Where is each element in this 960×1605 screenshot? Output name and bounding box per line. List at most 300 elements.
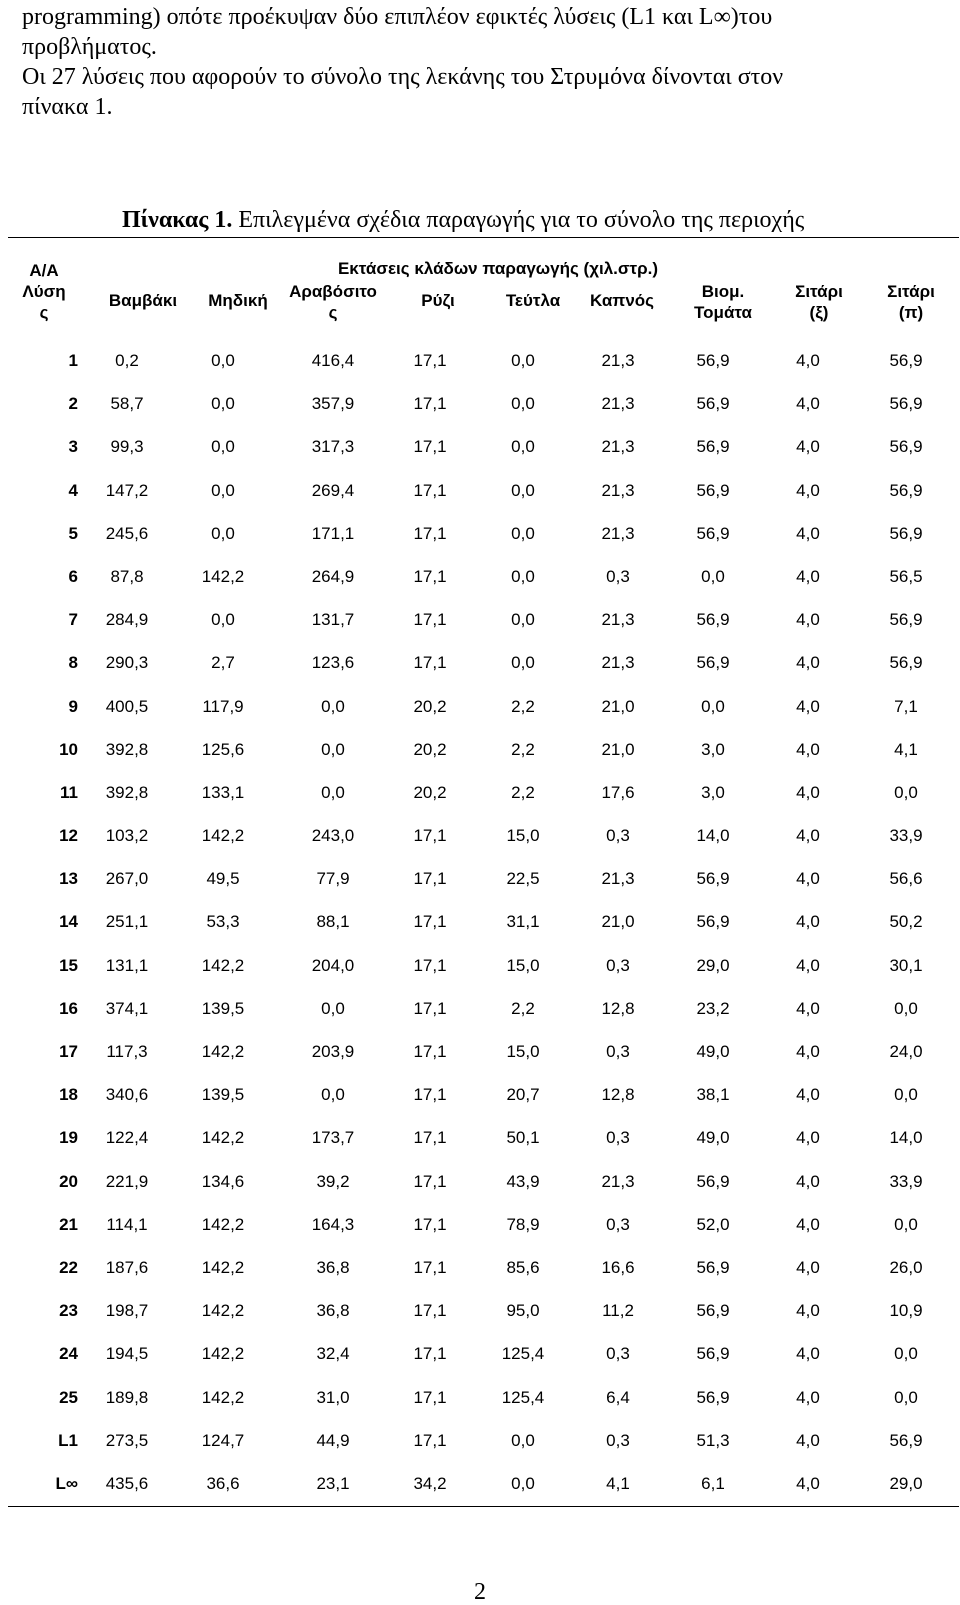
row-solution-id: 16 bbox=[59, 998, 78, 1018]
cell-alfalfa: 117,9 bbox=[202, 696, 244, 716]
cell-sugar-beet: 0,0 bbox=[511, 1430, 535, 1450]
cell-wheat-xi: 4,0 bbox=[796, 1128, 820, 1148]
cell-industrial-tomato: 56,9 bbox=[696, 610, 730, 630]
cell-tobacco: 21,3 bbox=[601, 1171, 635, 1191]
cell-maize: 32,4 bbox=[316, 1344, 350, 1364]
cell-rice: 17,1 bbox=[413, 912, 447, 932]
cell-sugar-beet: 0,0 bbox=[511, 351, 535, 370]
cell-sugar-beet: 2,2 bbox=[511, 782, 535, 802]
cell-wheat-pi: 0,0 bbox=[894, 1085, 918, 1105]
cell-tobacco: 21,0 bbox=[601, 696, 635, 716]
cell-industrial-tomato: 3,0 bbox=[701, 782, 725, 802]
header-tobacco: Καπνός bbox=[589, 291, 655, 310]
cell-maize: 0,0 bbox=[321, 782, 345, 802]
cell-alfalfa: 139,5 bbox=[201, 998, 245, 1018]
table-row bbox=[8, 770, 959, 813]
cell-rice: 17,1 bbox=[413, 523, 447, 543]
cell-maize: 203,9 bbox=[311, 1042, 355, 1061]
cell-sugar-beet: 0,0 bbox=[511, 610, 535, 630]
row-solution-id: 11 bbox=[60, 782, 78, 802]
row-solution-id: 22 bbox=[59, 1257, 78, 1277]
table-row bbox=[8, 1202, 959, 1245]
intro-line-1: programming) οπότε προέκυψαν δύο επιπλέον εφικτές λύσεις (L1 και L∞)του bbox=[22, 4, 773, 30]
cell-wheat-xi: 4,0 bbox=[796, 696, 820, 716]
cell-tobacco: 12,8 bbox=[601, 1085, 635, 1105]
table-row bbox=[8, 554, 959, 597]
row-solution-id: 4 bbox=[68, 480, 78, 500]
cell-sugar-beet: 125,4 bbox=[501, 1344, 545, 1364]
cell-cotton: 392,8 bbox=[105, 782, 149, 802]
cell-maize: 123,6 bbox=[311, 653, 355, 673]
cell-cotton: 245,6 bbox=[105, 523, 149, 543]
table-row bbox=[8, 381, 959, 424]
cell-wheat-xi: 4,0 bbox=[796, 523, 820, 543]
cell-wheat-pi: 24,0 bbox=[889, 1042, 923, 1061]
cell-wheat-xi: 4,0 bbox=[796, 998, 820, 1018]
cell-alfalfa: 0,0 bbox=[211, 523, 235, 543]
cell-industrial-tomato: 49,0 bbox=[696, 1128, 730, 1148]
cell-maize: 269,4 bbox=[311, 480, 355, 500]
row-solution-id: 3 bbox=[68, 437, 78, 457]
cell-tobacco: 4,1 bbox=[606, 1473, 630, 1493]
cell-rice: 17,1 bbox=[413, 955, 447, 975]
cell-industrial-tomato: 29,0 bbox=[696, 955, 730, 975]
cell-wheat-pi: 10,9 bbox=[889, 1301, 923, 1321]
cell-sugar-beet: 2,2 bbox=[511, 696, 535, 716]
cell-alfalfa: 142,2 bbox=[201, 955, 245, 975]
cell-wheat-xi: 4,0 bbox=[796, 1214, 820, 1234]
cell-wheat-pi: 56,9 bbox=[889, 437, 923, 457]
cell-rice: 17,1 bbox=[413, 566, 447, 586]
cell-rice: 17,1 bbox=[413, 1214, 447, 1234]
cell-rice: 17,1 bbox=[413, 1387, 447, 1407]
cell-cotton: 189,8 bbox=[105, 1387, 149, 1407]
cell-maize: 416,4 bbox=[311, 351, 355, 370]
cell-cotton: 273,5 bbox=[105, 1430, 149, 1450]
cell-sugar-beet: 0,0 bbox=[511, 653, 535, 673]
production-plans-table bbox=[8, 237, 959, 1507]
table-row bbox=[8, 1159, 959, 1202]
cell-cotton: 251,1 bbox=[105, 912, 149, 932]
cell-wheat-pi: 50,2 bbox=[889, 912, 923, 932]
row-solution-id: 15 bbox=[59, 955, 78, 975]
cell-tobacco: 16,6 bbox=[601, 1257, 635, 1277]
header-solution-number: Α/Α Λύση ς bbox=[22, 261, 66, 322]
cell-industrial-tomato: 56,9 bbox=[696, 394, 730, 414]
cell-cotton: 87,8 bbox=[110, 566, 144, 586]
header-industrial-tomato: Βιομ. Τομάτα bbox=[694, 282, 752, 322]
cell-sugar-beet: 0,0 bbox=[511, 523, 535, 543]
cell-sugar-beet: 2,2 bbox=[511, 739, 535, 759]
cell-rice: 34,2 bbox=[413, 1473, 447, 1493]
cell-maize: 0,0 bbox=[321, 739, 345, 759]
cell-alfalfa: 134,6 bbox=[201, 1171, 245, 1191]
cell-cotton: 122,4 bbox=[105, 1128, 149, 1148]
cell-maize: 0,0 bbox=[321, 696, 345, 716]
cell-tobacco: 0,3 bbox=[606, 1214, 630, 1234]
cell-cotton: 435,6 bbox=[105, 1473, 149, 1493]
cell-industrial-tomato: 14,0 bbox=[696, 826, 730, 846]
table-row bbox=[8, 424, 959, 467]
header-cotton: Βαμβάκι bbox=[108, 291, 178, 310]
cell-maize: 0,0 bbox=[321, 1085, 345, 1105]
row-solution-id: 5 bbox=[68, 523, 78, 543]
cell-tobacco: 21,3 bbox=[601, 351, 635, 370]
cell-industrial-tomato: 56,9 bbox=[696, 480, 730, 500]
cell-cotton: 58,7 bbox=[110, 394, 144, 414]
cell-cotton: 187,6 bbox=[105, 1257, 149, 1277]
cell-wheat-xi: 4,0 bbox=[796, 480, 820, 500]
row-solution-id: 12 bbox=[59, 826, 78, 846]
cell-sugar-beet: 95,0 bbox=[506, 1301, 540, 1321]
cell-industrial-tomato: 3,0 bbox=[701, 739, 725, 759]
cell-alfalfa: 124,7 bbox=[201, 1430, 245, 1450]
cell-maize: 204,0 bbox=[311, 955, 355, 975]
table-row bbox=[8, 338, 959, 381]
cell-alfalfa: 142,2 bbox=[201, 1042, 245, 1061]
row-solution-id: 10 bbox=[59, 739, 78, 759]
cell-rice: 17,1 bbox=[413, 1344, 447, 1364]
cell-maize: 317,3 bbox=[311, 437, 355, 457]
cell-rice: 17,1 bbox=[413, 351, 447, 370]
cell-cotton: 290,3 bbox=[105, 653, 149, 673]
cell-industrial-tomato: 6,1 bbox=[701, 1473, 725, 1493]
caption-text: Επιλεγμένα σχέδια παραγωγής για το σύνολο της περιοχής bbox=[232, 207, 805, 233]
cell-alfalfa: 0,0 bbox=[211, 437, 235, 457]
table-row bbox=[8, 1245, 959, 1288]
cell-industrial-tomato: 56,9 bbox=[696, 523, 730, 543]
header-wheat-pi: Σιτάρι (π) bbox=[887, 282, 935, 322]
cell-tobacco: 0,3 bbox=[606, 955, 630, 975]
cell-wheat-pi: 7,1 bbox=[894, 696, 918, 716]
cell-wheat-xi: 4,0 bbox=[796, 1387, 820, 1407]
cell-tobacco: 21,3 bbox=[601, 869, 635, 889]
cell-wheat-pi: 56,9 bbox=[889, 480, 923, 500]
row-solution-id: 2 bbox=[68, 394, 78, 414]
cell-rice: 17,1 bbox=[413, 1171, 447, 1191]
table-row bbox=[8, 1115, 959, 1158]
cell-wheat-xi: 4,0 bbox=[796, 1085, 820, 1105]
row-solution-id: 20 bbox=[59, 1171, 78, 1191]
cell-industrial-tomato: 38,1 bbox=[696, 1085, 730, 1105]
cell-maize: 39,2 bbox=[316, 1171, 350, 1191]
cell-sugar-beet: 43,9 bbox=[506, 1171, 540, 1191]
table-row bbox=[8, 1288, 959, 1331]
cell-rice: 17,1 bbox=[413, 1257, 447, 1277]
cell-rice: 17,1 bbox=[413, 998, 447, 1018]
cell-alfalfa: 2,7 bbox=[211, 653, 235, 673]
cell-wheat-pi: 56,6 bbox=[889, 869, 923, 889]
cell-industrial-tomato: 56,9 bbox=[696, 1257, 730, 1277]
cell-rice: 17,1 bbox=[413, 1301, 447, 1321]
caption-label: Πίνακας 1. bbox=[122, 207, 233, 233]
cell-alfalfa: 142,2 bbox=[201, 1344, 245, 1364]
cell-tobacco: 21,3 bbox=[601, 480, 635, 500]
table-row bbox=[8, 1461, 959, 1504]
cell-wheat-xi: 4,0 bbox=[796, 739, 820, 759]
cell-cotton: 392,8 bbox=[105, 739, 149, 759]
cell-wheat-pi: 30,1 bbox=[889, 955, 923, 975]
cell-tobacco: 6,4 bbox=[606, 1387, 630, 1407]
cell-wheat-pi: 56,9 bbox=[889, 394, 923, 414]
row-solution-id: 17 bbox=[59, 1042, 78, 1061]
cell-cotton: 131,1 bbox=[105, 955, 149, 975]
cell-cotton: 284,9 bbox=[105, 610, 149, 630]
header-rice: Ρύζι bbox=[421, 291, 455, 310]
cell-sugar-beet: 0,0 bbox=[511, 566, 535, 586]
table-row bbox=[8, 986, 959, 1029]
cell-tobacco: 0,3 bbox=[606, 826, 630, 846]
cell-wheat-xi: 4,0 bbox=[796, 1430, 820, 1450]
cell-tobacco: 21,3 bbox=[601, 653, 635, 673]
row-solution-id: 7 bbox=[68, 610, 78, 630]
cell-industrial-tomato: 56,9 bbox=[696, 1171, 730, 1191]
cell-alfalfa: 0,0 bbox=[211, 480, 235, 500]
cell-sugar-beet: 78,9 bbox=[506, 1214, 540, 1234]
table-row bbox=[8, 1375, 959, 1418]
cell-wheat-pi: 56,9 bbox=[889, 351, 923, 370]
cell-alfalfa: 0,0 bbox=[211, 610, 235, 630]
cell-wheat-pi: 0,0 bbox=[894, 1214, 918, 1234]
cell-maize: 173,7 bbox=[311, 1128, 355, 1148]
cell-cotton: 0,2 bbox=[115, 351, 139, 370]
cell-alfalfa: 125,6 bbox=[201, 739, 245, 759]
cell-wheat-xi: 4,0 bbox=[796, 1042, 820, 1061]
cell-cotton: 114,1 bbox=[106, 1214, 148, 1234]
page-number: 2 bbox=[474, 1579, 486, 1605]
cell-maize: 77,9 bbox=[316, 869, 350, 889]
cell-rice: 17,1 bbox=[413, 1085, 447, 1105]
cell-wheat-xi: 4,0 bbox=[796, 912, 820, 932]
cell-rice: 17,1 bbox=[413, 826, 447, 846]
cell-wheat-pi: 33,9 bbox=[889, 826, 923, 846]
cell-rice: 17,1 bbox=[413, 437, 447, 457]
cell-alfalfa: 142,2 bbox=[201, 826, 245, 846]
cell-tobacco: 17,6 bbox=[601, 782, 635, 802]
cell-wheat-xi: 4,0 bbox=[796, 782, 820, 802]
cell-alfalfa: 142,2 bbox=[201, 1257, 245, 1277]
cell-cotton: 99,3 bbox=[110, 437, 144, 457]
cell-rice: 17,1 bbox=[413, 1042, 447, 1061]
cell-sugar-beet: 22,5 bbox=[506, 869, 540, 889]
cell-tobacco: 0,3 bbox=[606, 1344, 630, 1364]
cell-cotton: 221,9 bbox=[105, 1171, 149, 1191]
row-solution-id: 23 bbox=[59, 1301, 78, 1321]
row-solution-id: 18 bbox=[59, 1085, 78, 1105]
cell-industrial-tomato: 56,9 bbox=[696, 437, 730, 457]
cell-maize: 0,0 bbox=[321, 998, 345, 1018]
row-solution-id: 13 bbox=[59, 869, 78, 889]
cell-wheat-xi: 4,0 bbox=[796, 610, 820, 630]
row-solution-id: 25 bbox=[59, 1387, 78, 1407]
cell-rice: 17,1 bbox=[413, 610, 447, 630]
row-solution-id: 9 bbox=[68, 696, 78, 716]
cell-maize: 357,9 bbox=[311, 394, 355, 414]
cell-maize: 264,9 bbox=[311, 566, 355, 586]
cell-wheat-pi: 33,9 bbox=[889, 1171, 923, 1191]
cell-maize: 23,1 bbox=[316, 1473, 350, 1493]
cell-maize: 31,0 bbox=[316, 1387, 350, 1407]
cell-sugar-beet: 15,0 bbox=[506, 826, 540, 846]
cell-sugar-beet: 2,2 bbox=[511, 998, 535, 1018]
cell-industrial-tomato: 49,0 bbox=[696, 1042, 730, 1061]
cell-maize: 243,0 bbox=[311, 826, 355, 846]
intro-text bbox=[22, 2, 942, 122]
cell-maize: 171,1 bbox=[311, 523, 355, 543]
cell-rice: 17,1 bbox=[413, 480, 447, 500]
cell-wheat-pi: 56,5 bbox=[889, 566, 923, 586]
cell-tobacco: 21,0 bbox=[601, 912, 635, 932]
cell-rice: 17,1 bbox=[413, 653, 447, 673]
row-solution-id: 24 bbox=[59, 1344, 78, 1364]
cell-rice: 20,2 bbox=[413, 739, 447, 759]
cell-sugar-beet: 15,0 bbox=[506, 955, 540, 975]
cell-cotton: 117,3 bbox=[106, 1042, 148, 1061]
table-header bbox=[8, 238, 959, 338]
row-solution-id: 14 bbox=[59, 912, 78, 932]
cell-tobacco: 11,2 bbox=[602, 1301, 634, 1321]
cell-industrial-tomato: 0,0 bbox=[701, 696, 725, 716]
table-row bbox=[8, 1072, 959, 1115]
cell-wheat-pi: 56,9 bbox=[889, 1430, 923, 1450]
cell-sugar-beet: 0,0 bbox=[511, 394, 535, 414]
intro-line-2: προβλήματος. bbox=[22, 34, 157, 60]
cell-tobacco: 21,3 bbox=[601, 610, 635, 630]
cell-alfalfa: 142,2 bbox=[201, 566, 245, 586]
table-row bbox=[8, 684, 959, 727]
row-solution-id: L1 bbox=[58, 1430, 78, 1450]
cell-rice: 17,1 bbox=[413, 1430, 447, 1450]
cell-rice: 17,1 bbox=[413, 394, 447, 414]
cell-tobacco: 0,3 bbox=[606, 1430, 630, 1450]
cell-wheat-xi: 4,0 bbox=[796, 394, 820, 414]
row-solution-id: 1 bbox=[68, 351, 78, 370]
cell-maize: 164,3 bbox=[311, 1214, 355, 1234]
cell-rice: 20,2 bbox=[413, 782, 447, 802]
header-alfalfa: Μηδική bbox=[208, 291, 268, 310]
cell-cotton: 147,2 bbox=[105, 480, 149, 500]
table-caption bbox=[122, 204, 804, 236]
cell-cotton: 198,7 bbox=[105, 1301, 149, 1321]
table-row bbox=[8, 1418, 959, 1461]
cell-cotton: 267,0 bbox=[105, 869, 149, 889]
cell-wheat-pi: 0,0 bbox=[894, 1344, 918, 1364]
cell-industrial-tomato: 56,9 bbox=[696, 1387, 730, 1407]
cell-wheat-xi: 4,0 bbox=[796, 869, 820, 889]
cell-wheat-xi: 4,0 bbox=[796, 1473, 820, 1493]
cell-alfalfa: 139,5 bbox=[201, 1085, 245, 1105]
header-wheat-xi: Σιτάρι (ξ) bbox=[795, 282, 843, 322]
table-row bbox=[8, 511, 959, 554]
cell-wheat-pi: 4,1 bbox=[894, 739, 918, 759]
header-group-title: Εκτάσεις κλάδων παραγωγής (χιλ.στρ.) bbox=[337, 259, 659, 278]
table-row bbox=[8, 1029, 959, 1072]
header-sugar-beet: Τεύτλα bbox=[505, 291, 561, 310]
cell-industrial-tomato: 0,0 bbox=[701, 566, 725, 586]
cell-wheat-pi: 0,0 bbox=[894, 998, 918, 1018]
table-row bbox=[8, 468, 959, 511]
table-row bbox=[8, 813, 959, 856]
cell-wheat-xi: 4,0 bbox=[796, 653, 820, 673]
cell-wheat-pi: 56,9 bbox=[889, 653, 923, 673]
cell-sugar-beet: 85,6 bbox=[506, 1257, 540, 1277]
cell-rice: 20,2 bbox=[413, 696, 447, 716]
cell-tobacco: 21,3 bbox=[601, 437, 635, 457]
cell-sugar-beet: 50,1 bbox=[506, 1128, 540, 1148]
cell-tobacco: 0,3 bbox=[606, 1042, 630, 1061]
table-row bbox=[8, 943, 959, 986]
table-row bbox=[8, 727, 959, 770]
table-row bbox=[8, 1331, 959, 1374]
table-body bbox=[8, 338, 959, 1504]
cell-industrial-tomato: 56,9 bbox=[696, 351, 730, 370]
row-solution-id: L∞ bbox=[55, 1473, 78, 1493]
cell-wheat-pi: 26,0 bbox=[889, 1257, 923, 1277]
cell-wheat-xi: 4,0 bbox=[796, 1301, 820, 1321]
cell-cotton: 340,6 bbox=[105, 1085, 149, 1105]
cell-wheat-pi: 14,0 bbox=[889, 1128, 923, 1148]
cell-wheat-pi: 0,0 bbox=[894, 1387, 918, 1407]
cell-wheat-xi: 4,0 bbox=[796, 437, 820, 457]
cell-wheat-xi: 4,0 bbox=[796, 1344, 820, 1364]
cell-industrial-tomato: 52,0 bbox=[696, 1214, 730, 1234]
cell-wheat-xi: 4,0 bbox=[796, 826, 820, 846]
cell-sugar-beet: 15,0 bbox=[506, 1042, 540, 1061]
cell-sugar-beet: 0,0 bbox=[511, 1473, 535, 1493]
cell-wheat-xi: 4,0 bbox=[796, 566, 820, 586]
cell-alfalfa: 36,6 bbox=[206, 1473, 240, 1493]
cell-alfalfa: 142,2 bbox=[201, 1387, 245, 1407]
cell-tobacco: 21,3 bbox=[601, 394, 635, 414]
cell-wheat-pi: 29,0 bbox=[889, 1473, 923, 1493]
cell-alfalfa: 142,2 bbox=[201, 1128, 245, 1148]
cell-alfalfa: 142,2 bbox=[201, 1214, 245, 1234]
cell-cotton: 194,5 bbox=[105, 1344, 149, 1364]
row-solution-id: 6 bbox=[68, 566, 78, 586]
cell-maize: 44,9 bbox=[316, 1430, 350, 1450]
cell-tobacco: 21,0 bbox=[601, 739, 635, 759]
cell-sugar-beet: 0,0 bbox=[511, 480, 535, 500]
cell-rice: 17,1 bbox=[413, 869, 447, 889]
cell-industrial-tomato: 56,9 bbox=[696, 1344, 730, 1364]
cell-alfalfa: 0,0 bbox=[211, 394, 235, 414]
cell-industrial-tomato: 23,2 bbox=[696, 998, 730, 1018]
cell-wheat-pi: 56,9 bbox=[889, 610, 923, 630]
table-row bbox=[8, 899, 959, 942]
cell-sugar-beet: 20,7 bbox=[506, 1085, 540, 1105]
cell-maize: 36,8 bbox=[316, 1257, 350, 1277]
cell-alfalfa: 133,1 bbox=[201, 782, 245, 802]
table-row bbox=[8, 640, 959, 683]
cell-rice: 17,1 bbox=[413, 1128, 447, 1148]
header-maize: Αραβόσιτο ς bbox=[289, 282, 377, 322]
cell-cotton: 400,5 bbox=[105, 696, 149, 716]
cell-tobacco: 12,8 bbox=[601, 998, 635, 1018]
cell-tobacco: 0,3 bbox=[606, 1128, 630, 1148]
cell-alfalfa: 53,3 bbox=[206, 912, 240, 932]
cell-cotton: 374,1 bbox=[105, 998, 149, 1018]
row-solution-id: 19 bbox=[59, 1128, 78, 1148]
intro-line-3: Οι 27 λύσεις που αφορούν το σύνολο της λεκάνης του Στρυμόνα δίνονται στον bbox=[22, 64, 784, 90]
table-row bbox=[8, 856, 959, 899]
table-bottom-rule bbox=[8, 1506, 959, 1507]
cell-wheat-pi: 0,0 bbox=[894, 782, 918, 802]
cell-wheat-xi: 4,0 bbox=[796, 351, 820, 370]
row-solution-id: 21 bbox=[59, 1214, 78, 1234]
cell-maize: 88,1 bbox=[316, 912, 350, 932]
cell-maize: 131,7 bbox=[311, 610, 355, 630]
intro-line-4: πίνακα 1. bbox=[22, 94, 113, 120]
